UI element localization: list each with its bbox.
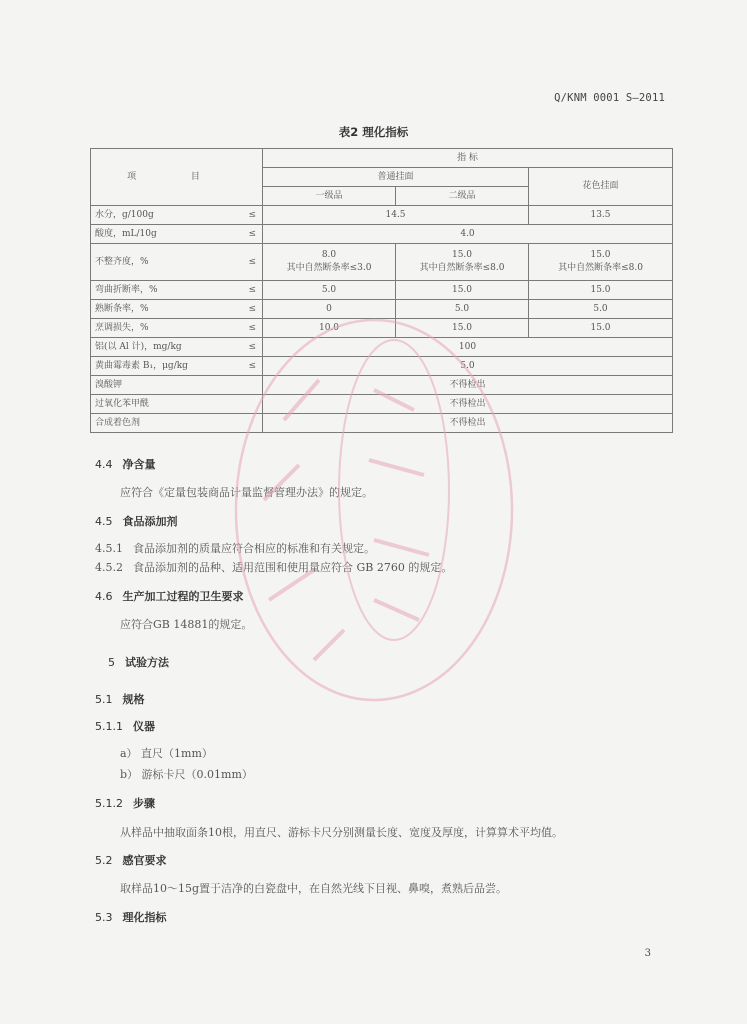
row-value: 不得检出 <box>263 376 673 395</box>
section-heading-5-2: 5.2 感官要求 <box>95 854 167 867</box>
row-value: 5.0 <box>263 357 673 376</box>
document-code: Q/KNM 0001 S—2011 <box>554 92 665 104</box>
row-symbol: ≤ <box>243 281 263 300</box>
table-row <box>91 244 673 281</box>
row-value: 不得检出 <box>263 395 673 414</box>
row-value: 0 <box>263 300 396 319</box>
list-item-b: b） 游标卡尺（0.01mm） <box>120 768 253 781</box>
table-row <box>91 319 673 338</box>
row-value: 13.5 <box>529 206 673 225</box>
table-caption: 表2 理化指标 <box>338 125 409 139</box>
row-symbol: ≤ <box>243 300 263 319</box>
section-heading-5: 5 试验方法 <box>108 656 169 669</box>
row-value-line: 15.0 <box>451 250 473 260</box>
row-item: 烹调损失，% <box>91 319 243 338</box>
row-item: 酸度，mL/10g <box>91 225 243 244</box>
row-item: 水分，g/100g <box>91 206 243 225</box>
row-symbol: ≤ <box>243 338 263 357</box>
table-row <box>91 376 673 395</box>
row-value: 100 <box>263 338 673 357</box>
row-value: 15.0 <box>529 281 673 300</box>
paragraph-4-4: 应符合《定量包装商品计量监督管理办法》的规定。 <box>120 486 373 499</box>
row-symbol: ≤ <box>243 244 263 281</box>
row-value: 5.0 <box>396 300 529 319</box>
table-header-row <box>91 149 673 168</box>
row-value: 15.0 <box>396 319 529 338</box>
header-common: 普通挂面 <box>263 168 529 187</box>
table-row <box>91 338 673 357</box>
row-value: 15.0 <box>529 319 673 338</box>
table-row <box>91 206 673 225</box>
physicochemical-table <box>90 148 673 433</box>
header-indicator: 指 标 <box>263 149 673 168</box>
row-value: 5.0 <box>529 300 673 319</box>
section-heading-5-1-1: 5.1.1 仪器 <box>95 720 155 733</box>
row-value <box>263 244 396 281</box>
row-value: 不得检出 <box>263 414 673 433</box>
list-item-a: a） 直尺（1mm） <box>120 747 213 760</box>
row-symbol: ≤ <box>243 319 263 338</box>
row-value: 4.0 <box>263 225 673 244</box>
row-item: 溴酸钾 <box>91 376 263 395</box>
header-grade2: 二级品 <box>396 187 529 206</box>
row-item: 弯曲折断率，% <box>91 281 243 300</box>
row-value: 10.0 <box>263 319 396 338</box>
header-colored: 花色挂面 <box>529 168 673 206</box>
row-value <box>396 244 529 281</box>
section-heading-5-3: 5.3 理化指标 <box>95 911 167 924</box>
paragraph-5-2: 取样品10～15g置于洁净的白瓷盘中，在自然光线下目视、鼻嗅，煮熟后品尝。 <box>120 882 508 895</box>
row-item: 不整齐度，% <box>91 244 243 281</box>
row-value-line: 8.0 <box>321 250 337 260</box>
header-grade1: 一级品 <box>263 187 396 206</box>
header-item: 项 目 <box>91 149 263 206</box>
page-number: 3 <box>644 948 651 959</box>
section-heading-5-1: 5.1 规格 <box>95 693 145 706</box>
clause-4-5-1: 4.5.1 食品添加剂的质量应符合相应的标准和有关规定。 <box>95 542 375 555</box>
clause-4-5-2: 4.5.2 食品添加剂的品种、适用范围和使用量应符合 GB 2760 的规定。 <box>95 561 453 574</box>
row-symbol: ≤ <box>243 206 263 225</box>
row-value: 15.0 <box>396 281 529 300</box>
row-value-line: 其中自然断条率≤8.0 <box>419 263 505 273</box>
row-item: 熟断条率，% <box>91 300 243 319</box>
section-heading-4-5: 4.5 食品添加剂 <box>95 515 178 528</box>
table-row <box>91 281 673 300</box>
row-value-line: 15.0 <box>590 250 611 260</box>
row-item: 铝(以 Al 计)，mg/kg <box>91 338 243 357</box>
row-value: 5.0 <box>263 281 396 300</box>
row-value: 14.5 <box>263 206 529 225</box>
row-value <box>529 244 673 281</box>
section-heading-4-6: 4.6 生产加工过程的卫生要求 <box>95 590 244 603</box>
paragraph-5-1-2: 从样品中抽取面条10根，用直尺、游标卡尺分别测量长度、宽度及厚度，计算算术平均值。 <box>120 826 563 839</box>
table-row <box>91 357 673 376</box>
row-symbol: ≤ <box>243 357 263 376</box>
table-row <box>91 225 673 244</box>
table-row <box>91 300 673 319</box>
row-value-line: 其中自然断条率≤3.0 <box>286 263 372 273</box>
row-item: 合成着色剂 <box>91 414 263 433</box>
table-row <box>91 395 673 414</box>
section-heading-4-4: 4.4 净含量 <box>95 458 156 471</box>
paragraph-4-6: 应符合GB 14881的规定。 <box>120 618 253 631</box>
table-row <box>91 414 673 433</box>
row-value-line: 其中自然断条率≤8.0 <box>558 263 643 273</box>
section-heading-5-1-2: 5.1.2 步骤 <box>95 797 155 810</box>
row-symbol: ≤ <box>243 225 263 244</box>
row-item: 黄曲霉毒素 B₁，μg/kg <box>91 357 243 376</box>
row-item: 过氧化苯甲酰 <box>91 395 263 414</box>
